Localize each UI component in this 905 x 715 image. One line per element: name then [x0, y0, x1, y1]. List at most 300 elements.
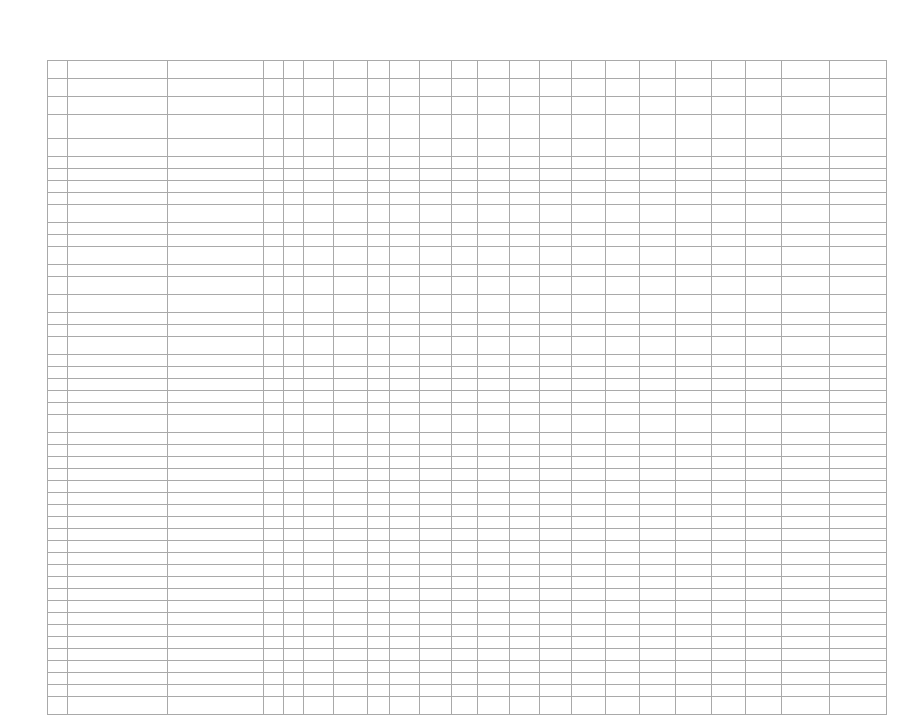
table-cell	[284, 313, 304, 325]
table-cell	[676, 403, 712, 415]
table-cell	[368, 505, 390, 517]
table-cell	[168, 337, 264, 355]
table-cell	[712, 337, 746, 355]
table-cell	[390, 205, 420, 223]
table-cell	[452, 181, 478, 193]
table-cell	[712, 295, 746, 313]
table-cell	[640, 193, 676, 205]
table-cell	[368, 193, 390, 205]
table-cell	[48, 481, 68, 493]
table-cell	[334, 601, 368, 613]
table-cell	[606, 577, 640, 589]
table-cell	[390, 139, 420, 157]
table-cell	[510, 613, 540, 625]
table-cell	[676, 469, 712, 481]
table-cell	[712, 415, 746, 433]
table-cell	[746, 403, 782, 415]
table-cell	[572, 565, 606, 577]
table-row	[48, 367, 887, 379]
table-cell	[540, 169, 572, 181]
table-cell	[478, 433, 510, 445]
table-cell	[478, 277, 510, 295]
table-cell	[606, 295, 640, 313]
table-cell	[368, 205, 390, 223]
table-row	[48, 481, 887, 493]
table-cell	[510, 553, 540, 565]
table-cell	[264, 235, 284, 247]
table-cell	[540, 247, 572, 265]
table-cell	[68, 553, 168, 565]
table-cell	[572, 139, 606, 157]
table-cell	[334, 625, 368, 637]
table-cell	[746, 169, 782, 181]
table-cell	[676, 193, 712, 205]
table-cell	[68, 223, 168, 235]
table-cell	[68, 649, 168, 661]
table-cell	[284, 529, 304, 541]
table-cell	[264, 223, 284, 235]
table-cell	[264, 367, 284, 379]
table-cell	[390, 505, 420, 517]
table-cell	[304, 415, 334, 433]
table-cell	[830, 205, 887, 223]
table-cell	[264, 79, 284, 97]
table-cell	[48, 367, 68, 379]
table-cell	[640, 79, 676, 97]
table-cell	[830, 505, 887, 517]
table-cell	[390, 601, 420, 613]
table-cell	[368, 529, 390, 541]
table-cell	[68, 445, 168, 457]
table-row	[48, 601, 887, 613]
table-cell	[390, 115, 420, 139]
table-cell	[606, 193, 640, 205]
table-cell	[334, 337, 368, 355]
table-cell	[334, 265, 368, 277]
table-cell	[676, 337, 712, 355]
table-cell	[334, 313, 368, 325]
table-cell	[712, 277, 746, 295]
table-cell	[334, 445, 368, 457]
table-cell	[334, 493, 368, 505]
table-cell	[510, 337, 540, 355]
table-cell	[572, 589, 606, 601]
table-cell	[452, 625, 478, 637]
table-cell	[510, 193, 540, 205]
table-cell	[420, 697, 452, 715]
table-cell	[68, 673, 168, 685]
table-cell	[264, 685, 284, 697]
table-cell	[264, 697, 284, 715]
table-cell	[284, 115, 304, 139]
table-cell	[334, 169, 368, 181]
table-cell	[368, 61, 390, 79]
table-cell	[264, 493, 284, 505]
table-cell	[478, 481, 510, 493]
table-row	[48, 433, 887, 445]
table-cell	[420, 265, 452, 277]
table-cell	[284, 79, 304, 97]
table-cell	[712, 589, 746, 601]
table-cell	[284, 139, 304, 157]
table-cell	[640, 529, 676, 541]
table-cell	[782, 355, 830, 367]
table-cell	[390, 247, 420, 265]
table-cell	[478, 295, 510, 313]
table-cell	[168, 223, 264, 235]
table-cell	[304, 637, 334, 649]
table-cell	[284, 247, 304, 265]
table-cell	[264, 553, 284, 565]
table-cell	[572, 97, 606, 115]
table-cell	[168, 157, 264, 169]
table-cell	[782, 649, 830, 661]
table-cell	[676, 181, 712, 193]
table-cell	[452, 265, 478, 277]
table-cell	[510, 61, 540, 79]
table-cell	[168, 577, 264, 589]
table-cell	[48, 577, 68, 589]
table-cell	[48, 247, 68, 265]
table-cell	[478, 235, 510, 247]
table-cell	[168, 403, 264, 415]
table-cell	[168, 169, 264, 181]
table-cell	[478, 697, 510, 715]
table-cell	[572, 541, 606, 553]
table-cell	[712, 613, 746, 625]
table-cell	[304, 61, 334, 79]
table-cell	[830, 457, 887, 469]
table-cell	[68, 367, 168, 379]
table-row	[48, 247, 887, 265]
table-cell	[284, 469, 304, 481]
table-cell	[540, 553, 572, 565]
table-cell	[68, 169, 168, 181]
table-cell	[676, 637, 712, 649]
table-cell	[478, 613, 510, 625]
table-cell	[830, 169, 887, 181]
table-row	[48, 577, 887, 589]
table-cell	[540, 625, 572, 637]
table-cell	[606, 673, 640, 685]
table-cell	[284, 181, 304, 193]
table-row	[48, 457, 887, 469]
table-cell	[284, 685, 304, 697]
table-cell	[334, 541, 368, 553]
table-cell	[68, 325, 168, 337]
table-row	[48, 325, 887, 337]
table-cell	[420, 649, 452, 661]
table-cell	[452, 325, 478, 337]
table-cell	[746, 391, 782, 403]
table-cell	[452, 433, 478, 445]
table-cell	[68, 379, 168, 391]
table-cell	[68, 277, 168, 295]
table-cell	[540, 355, 572, 367]
table-cell	[712, 379, 746, 391]
table-cell	[640, 157, 676, 169]
table-cell	[676, 265, 712, 277]
table-cell	[390, 61, 420, 79]
table-cell	[304, 481, 334, 493]
table-cell	[48, 265, 68, 277]
table-cell	[334, 415, 368, 433]
table-cell	[284, 157, 304, 169]
table-cell	[68, 577, 168, 589]
table-cell	[606, 661, 640, 673]
table-cell	[304, 97, 334, 115]
table-cell	[606, 403, 640, 415]
table-cell	[284, 379, 304, 391]
table-cell	[606, 505, 640, 517]
table-cell	[830, 673, 887, 685]
table-cell	[68, 457, 168, 469]
table-cell	[676, 235, 712, 247]
table-cell	[510, 205, 540, 223]
table-cell	[782, 565, 830, 577]
table-cell	[746, 205, 782, 223]
table-cell	[478, 517, 510, 529]
table-cell	[676, 577, 712, 589]
table-cell	[572, 247, 606, 265]
table-cell	[264, 541, 284, 553]
table-cell	[390, 223, 420, 235]
table-cell	[68, 613, 168, 625]
table-cell	[676, 325, 712, 337]
table-row	[48, 97, 887, 115]
table-cell	[640, 139, 676, 157]
table-cell	[168, 541, 264, 553]
table-cell	[540, 337, 572, 355]
table-cell	[572, 613, 606, 625]
table-cell	[572, 325, 606, 337]
table-cell	[606, 391, 640, 403]
table-cell	[746, 433, 782, 445]
table-cell	[420, 601, 452, 613]
table-cell	[168, 697, 264, 715]
table-cell	[334, 277, 368, 295]
table-cell	[782, 433, 830, 445]
table-cell	[782, 157, 830, 169]
table-cell	[334, 391, 368, 403]
table-cell	[264, 625, 284, 637]
table-cell	[540, 139, 572, 157]
table-cell	[572, 367, 606, 379]
table-cell	[264, 337, 284, 355]
table-cell	[676, 517, 712, 529]
table-cell	[782, 61, 830, 79]
table-cell	[304, 247, 334, 265]
table-cell	[304, 649, 334, 661]
table-cell	[334, 433, 368, 445]
table-cell	[782, 577, 830, 589]
table-cell	[168, 685, 264, 697]
table-cell	[746, 529, 782, 541]
table-cell	[572, 235, 606, 247]
table-cell	[452, 337, 478, 355]
table-cell	[48, 613, 68, 625]
table-cell	[572, 277, 606, 295]
table-cell	[48, 697, 68, 715]
table-cell	[264, 661, 284, 673]
table-cell	[368, 649, 390, 661]
table-cell	[334, 247, 368, 265]
table-cell	[746, 415, 782, 433]
table-row	[48, 277, 887, 295]
table-cell	[452, 355, 478, 367]
table-cell	[420, 355, 452, 367]
table-cell	[746, 613, 782, 625]
table-cell	[746, 295, 782, 313]
table-cell	[48, 493, 68, 505]
table-cell	[606, 181, 640, 193]
table-cell	[782, 391, 830, 403]
table-cell	[572, 61, 606, 79]
table-cell	[640, 355, 676, 367]
table-cell	[368, 337, 390, 355]
table-cell	[746, 265, 782, 277]
table-cell	[572, 577, 606, 589]
table-cell	[782, 193, 830, 205]
table-cell	[510, 445, 540, 457]
table-cell	[830, 625, 887, 637]
table-cell	[48, 193, 68, 205]
table-cell	[48, 565, 68, 577]
table-cell	[606, 649, 640, 661]
table-cell	[168, 367, 264, 379]
table-cell	[48, 469, 68, 481]
table-cell	[420, 433, 452, 445]
table-cell	[746, 637, 782, 649]
table-cell	[572, 205, 606, 223]
table-cell	[510, 355, 540, 367]
table-row	[48, 673, 887, 685]
table-cell	[478, 337, 510, 355]
table-cell	[712, 325, 746, 337]
table-cell	[390, 433, 420, 445]
table-cell	[782, 325, 830, 337]
table-cell	[782, 223, 830, 235]
table-cell	[390, 403, 420, 415]
table-cell	[452, 367, 478, 379]
table-cell	[304, 505, 334, 517]
table-cell	[304, 601, 334, 613]
table-cell	[368, 391, 390, 403]
table-cell	[368, 517, 390, 529]
table-cell	[452, 157, 478, 169]
table-cell	[746, 61, 782, 79]
table-cell	[640, 589, 676, 601]
table-cell	[830, 493, 887, 505]
table-cell	[746, 517, 782, 529]
table-cell	[478, 505, 510, 517]
table-cell	[572, 517, 606, 529]
table-cell	[168, 565, 264, 577]
table-cell	[478, 313, 510, 325]
table-row	[48, 469, 887, 481]
table-cell	[420, 505, 452, 517]
table-cell	[304, 391, 334, 403]
table-cell	[390, 193, 420, 205]
table-cell	[168, 247, 264, 265]
table-cell	[304, 577, 334, 589]
table-cell	[640, 577, 676, 589]
table-cell	[168, 277, 264, 295]
table-cell	[368, 661, 390, 673]
table-cell	[368, 355, 390, 367]
table-cell	[48, 589, 68, 601]
table-cell	[746, 193, 782, 205]
table-cell	[676, 139, 712, 157]
table-cell	[452, 589, 478, 601]
table-cell	[712, 529, 746, 541]
table-cell	[452, 517, 478, 529]
table-cell	[782, 493, 830, 505]
table-cell	[640, 601, 676, 613]
table-cell	[712, 445, 746, 457]
table-cell	[572, 661, 606, 673]
table-cell	[676, 313, 712, 325]
table-cell	[572, 79, 606, 97]
table-cell	[540, 277, 572, 295]
table-cell	[746, 379, 782, 391]
table-cell	[606, 589, 640, 601]
table-cell	[540, 505, 572, 517]
table-cell	[284, 265, 304, 277]
table-cell	[478, 685, 510, 697]
table-cell	[368, 79, 390, 97]
table-cell	[420, 529, 452, 541]
table-cell	[606, 169, 640, 181]
table-cell	[676, 457, 712, 469]
table-cell	[368, 157, 390, 169]
table-cell	[510, 493, 540, 505]
table-cell	[606, 367, 640, 379]
table-cell	[782, 403, 830, 415]
table-cell	[676, 157, 712, 169]
data-table	[47, 60, 887, 715]
table-cell	[284, 649, 304, 661]
table-row	[48, 205, 887, 223]
table-cell	[510, 325, 540, 337]
table-cell	[390, 541, 420, 553]
table-cell	[452, 379, 478, 391]
table-cell	[420, 223, 452, 235]
table-cell	[264, 613, 284, 625]
table-cell	[830, 223, 887, 235]
table-cell	[168, 625, 264, 637]
table-cell	[368, 589, 390, 601]
table-cell	[420, 481, 452, 493]
table-cell	[304, 325, 334, 337]
table-cell	[284, 541, 304, 553]
table-cell	[284, 625, 304, 637]
table-cell	[264, 577, 284, 589]
table-cell	[572, 553, 606, 565]
table-cell	[304, 517, 334, 529]
table-cell	[830, 139, 887, 157]
table-cell	[304, 379, 334, 391]
table-cell	[284, 445, 304, 457]
table-cell	[334, 139, 368, 157]
table-cell	[640, 169, 676, 181]
table-cell	[830, 649, 887, 661]
table-cell	[264, 505, 284, 517]
table-cell	[68, 505, 168, 517]
table-cell	[168, 457, 264, 469]
table-cell	[420, 493, 452, 505]
table-cell	[264, 193, 284, 205]
